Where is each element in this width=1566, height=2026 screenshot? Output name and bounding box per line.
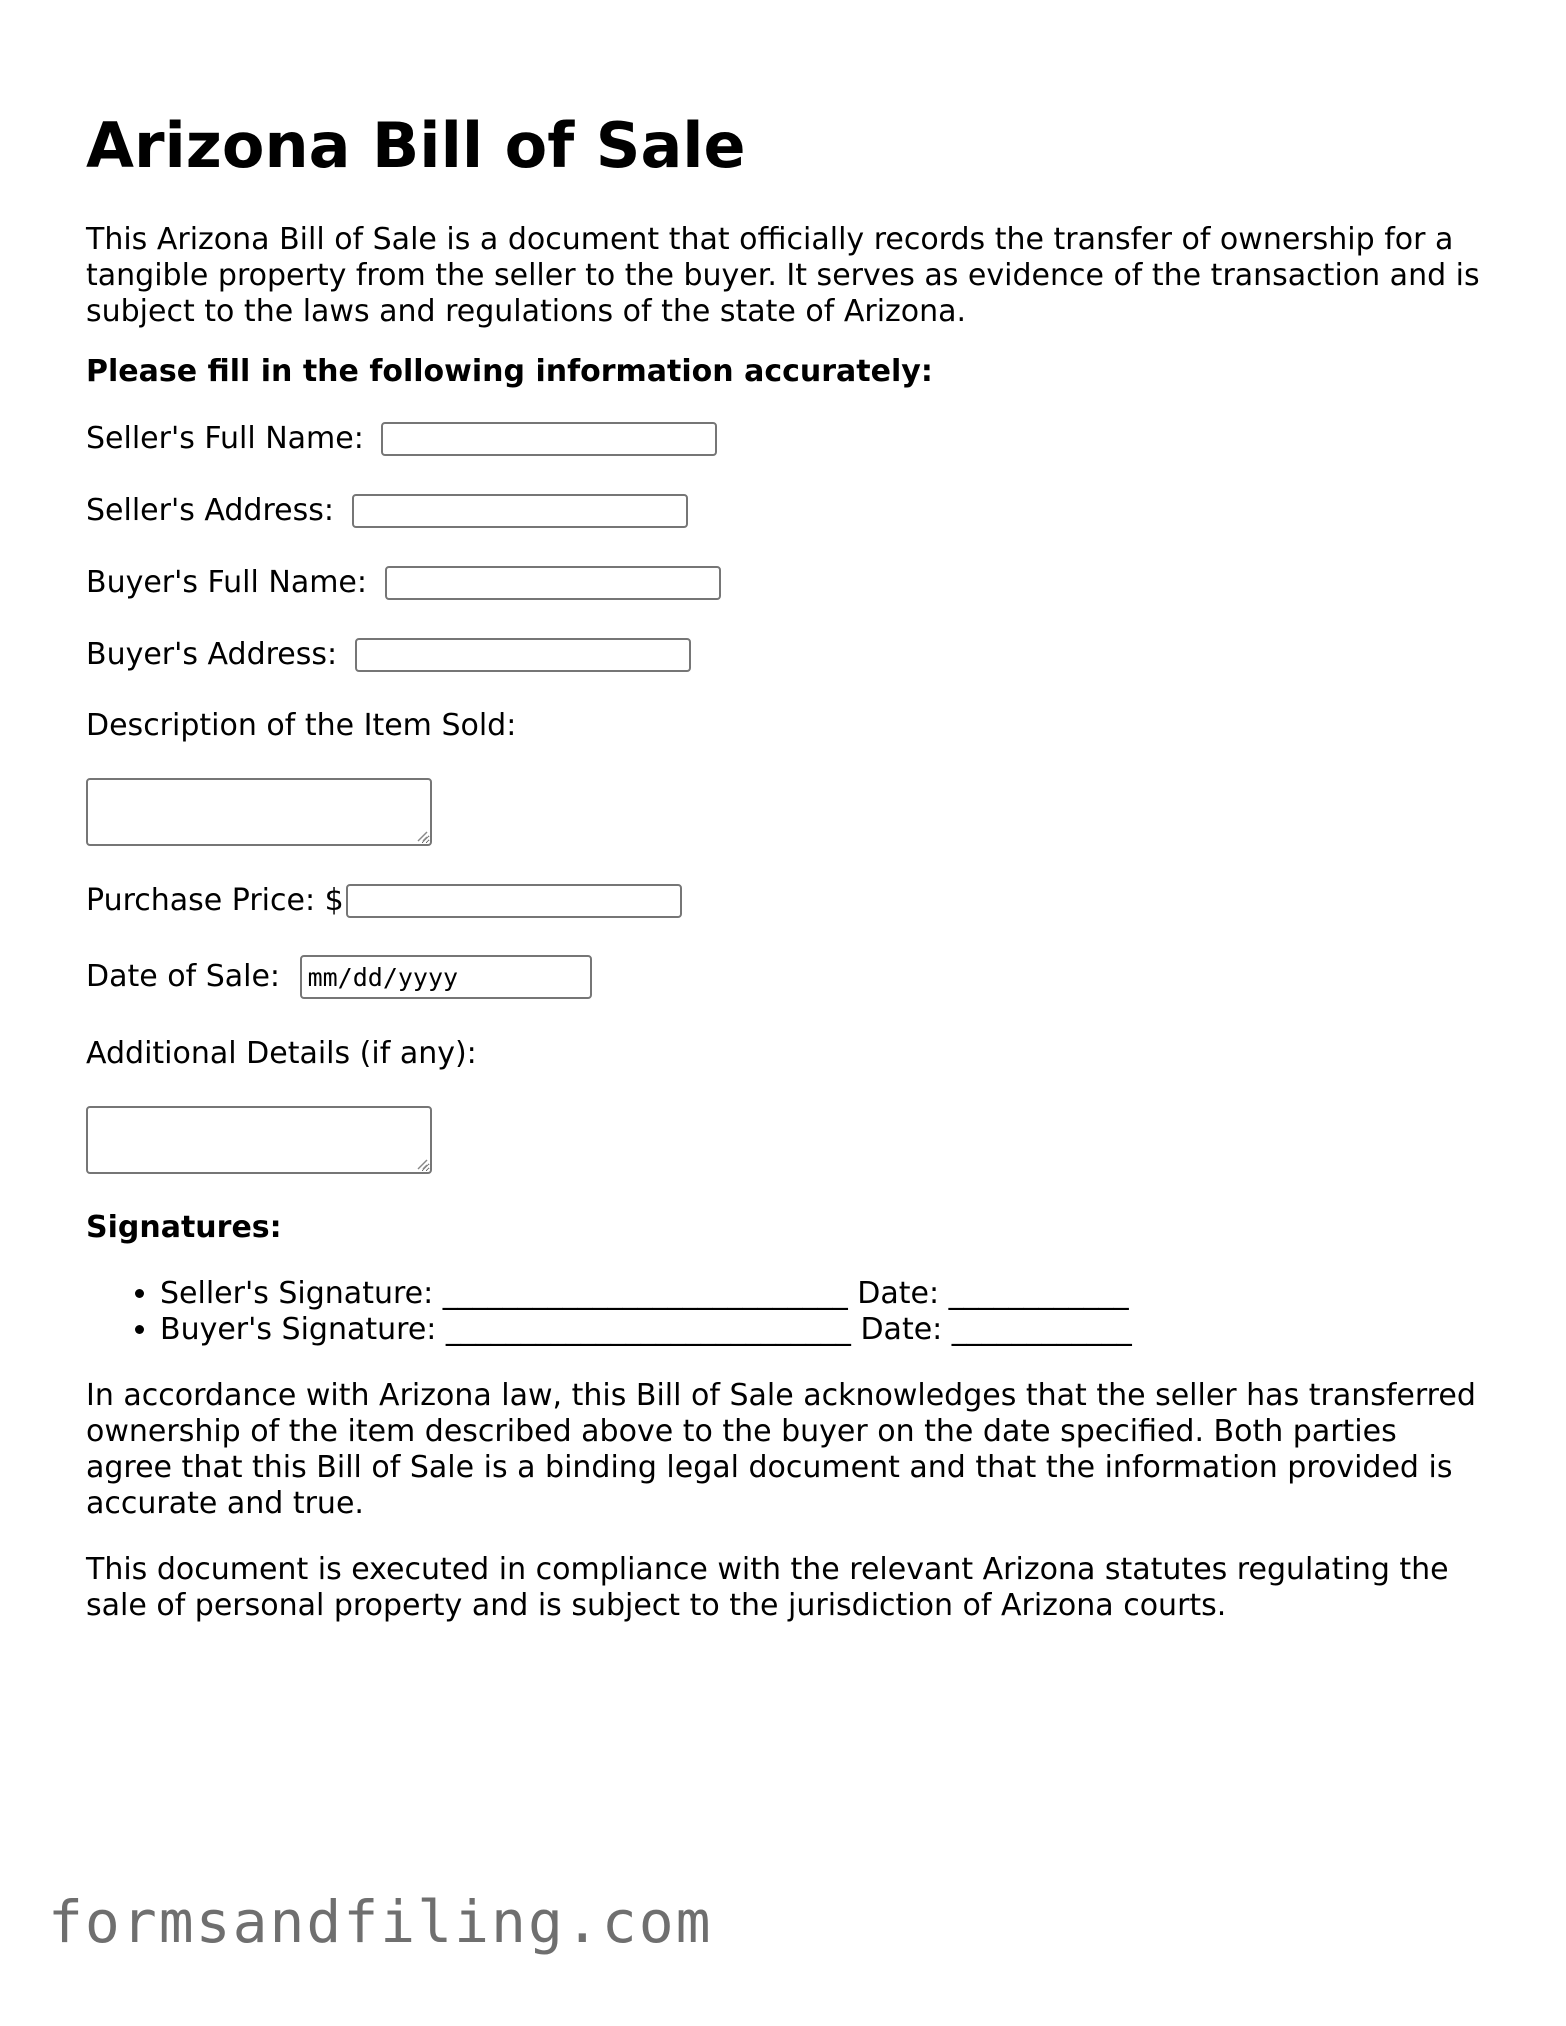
description-textarea[interactable] bbox=[86, 778, 432, 846]
buyer-address-input[interactable] bbox=[355, 638, 691, 672]
seller-address-input[interactable] bbox=[352, 494, 688, 528]
seller-address-row bbox=[86, 492, 1486, 530]
page-title: Arizona Bill of Sale bbox=[86, 109, 746, 182]
buyer-address-label: Buyer's Address: bbox=[86, 637, 347, 672]
buyer-signature-line: • Buyer's Signature: ___________________________ Date: ____________ bbox=[160, 1312, 1486, 1348]
details-label: Additional Details (if any): bbox=[86, 1036, 477, 1071]
date-of-sale-input[interactable] bbox=[300, 955, 592, 999]
signatures-heading: Signatures: bbox=[86, 1210, 282, 1245]
buyer-name-input[interactable] bbox=[385, 566, 721, 600]
intro-paragraph: This Arizona Bill of Sale is a document that officially records the transfer of ownership for a tangible property from the seller to the buyer. It serves as evidence of the transaction and is subject to the laws and regulations of the state of Arizona. bbox=[86, 222, 1480, 329]
seller-name-input[interactable] bbox=[381, 422, 717, 456]
details-wrap bbox=[86, 1106, 432, 1174]
seller-name-row bbox=[86, 420, 1486, 458]
buyer-name-label: Buyer's Full Name: bbox=[86, 565, 377, 600]
description-label: Description of the Item Sold: bbox=[86, 708, 517, 743]
price-input[interactable] bbox=[346, 884, 682, 918]
bill-of-sale-document bbox=[86, 100, 1486, 1654]
signature-list bbox=[86, 1276, 1486, 1348]
seller-address-label: Seller's Address: bbox=[86, 493, 344, 528]
seller-name-label: Seller's Full Name: bbox=[86, 421, 374, 456]
seller-signature-line: • Seller's Signature: ___________________________ Date: ____________ bbox=[160, 1276, 1486, 1312]
details-textarea[interactable] bbox=[86, 1106, 432, 1174]
date-row bbox=[86, 954, 1486, 1000]
instruction-text: Please fill in the following information accurately: bbox=[86, 354, 933, 389]
buyer-name-row bbox=[86, 564, 1486, 602]
price-label: Purchase Price: $ bbox=[86, 883, 344, 918]
description-wrap bbox=[86, 778, 432, 846]
watermark: formsandfiling.com bbox=[48, 1888, 713, 1956]
date-label: Date of Sale: bbox=[86, 959, 290, 994]
price-row bbox=[86, 882, 1486, 920]
closing-paragraph-2: This document is executed in compliance with the relevant Arizona statutes regulating the sale of personal property and is subject to the jurisdiction of Arizona courts. bbox=[86, 1552, 1449, 1623]
buyer-address-row bbox=[86, 636, 1486, 674]
closing-paragraph-1: In accordance with Arizona law, this Bill of Sale acknowledges that the seller has transferred ownership of the item described above to the buyer on the date specified. Both parties agree that this Bill of Sale is a binding legal document and that the information provided is accurate and true. bbox=[86, 1378, 1476, 1521]
